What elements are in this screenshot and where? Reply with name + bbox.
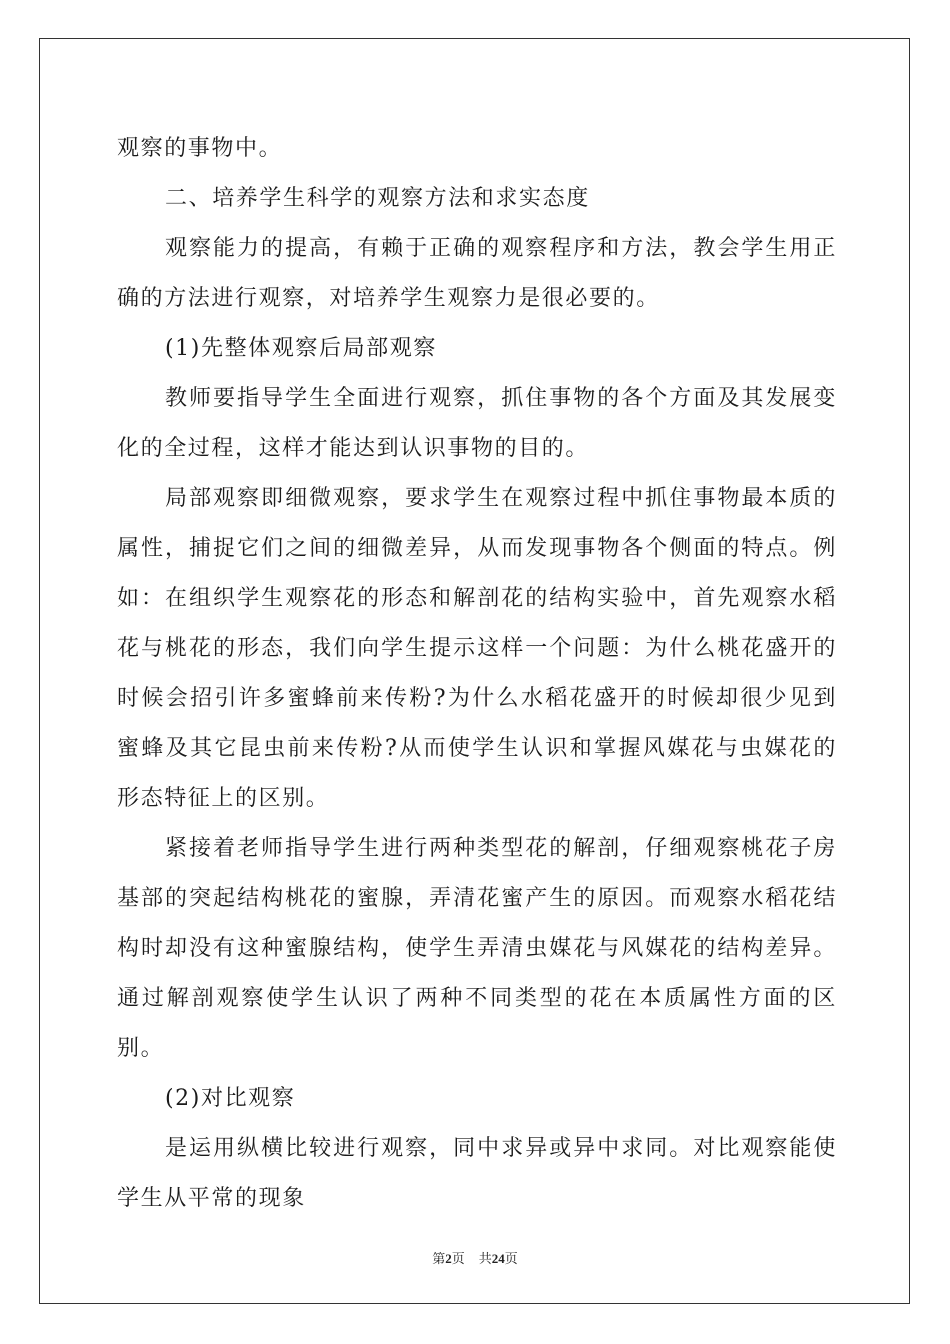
page-footer bbox=[0, 1248, 950, 1267]
section-heading-2: 二、培养学生科学的观察方法和求实态度 bbox=[165, 186, 590, 211]
paragraph-7: 紧接着老师指导学生进行两种类型花的解剖，仔细观察桃花子房基部的突起结构桃花的蜜腺，弄清花蜜产生的原因。而观察水稻花结构时却没有这种蜜腺结构，使学生弄清虫媒花与风媒花的结构差异。通过解剖观察使学生认识了两种不同类型的花在本质属性方面的区别。 bbox=[117, 836, 837, 1061]
total-pages: 24 bbox=[491, 1251, 505, 1266]
subheading-1: (1)先整体观察后局部观察 bbox=[165, 336, 437, 361]
paragraph-5: 教师要指导学生全面进行观察，抓住事物的各个方面及其发展变化的全过程，这样才能达到认识事物的目的。 bbox=[117, 386, 837, 461]
subheading-2: (2)对比观察 bbox=[165, 1086, 296, 1111]
paragraph-1: 观察的事物中。 bbox=[117, 136, 283, 161]
paragraph-3: 观察能力的提高，有赖于正确的观察程序和方法，教会学生用正确的方法进行观察，对培养学生观察力是很必要的。 bbox=[117, 236, 837, 311]
page-number: 2 bbox=[445, 1251, 452, 1266]
paragraph-6: 局部观察即细微观察，要求学生在观察过程中抓住事物最本质的属性，捕捉它们之间的细微差异，从而发现事物各个侧面的特点。例如：在组织学生观察花的形态和解剖花的结构实验中，首先观察水稻花与桃花的形态，我们向学生提示这样一个问题：为什么桃花盛开的时候会招引许多蜜蜂前来传粉?为什么水稻花盛开的时候却很少见到蜜蜂及其它昆虫前来传粉?从而使学生认识和掌握风媒花与虫媒花的形态特征上的区别。 bbox=[117, 486, 837, 811]
total-prefix: 共 bbox=[478, 1251, 492, 1266]
page-prefix: 第 bbox=[432, 1251, 446, 1266]
document-body bbox=[117, 124, 837, 1224]
page-suffix: 页 bbox=[451, 1251, 465, 1266]
paragraph-9: 是运用纵横比较进行观察，同中求异或异中求同。对比观察能使学生从平常的现象 bbox=[117, 1136, 837, 1211]
total-suffix: 页 bbox=[504, 1251, 518, 1266]
